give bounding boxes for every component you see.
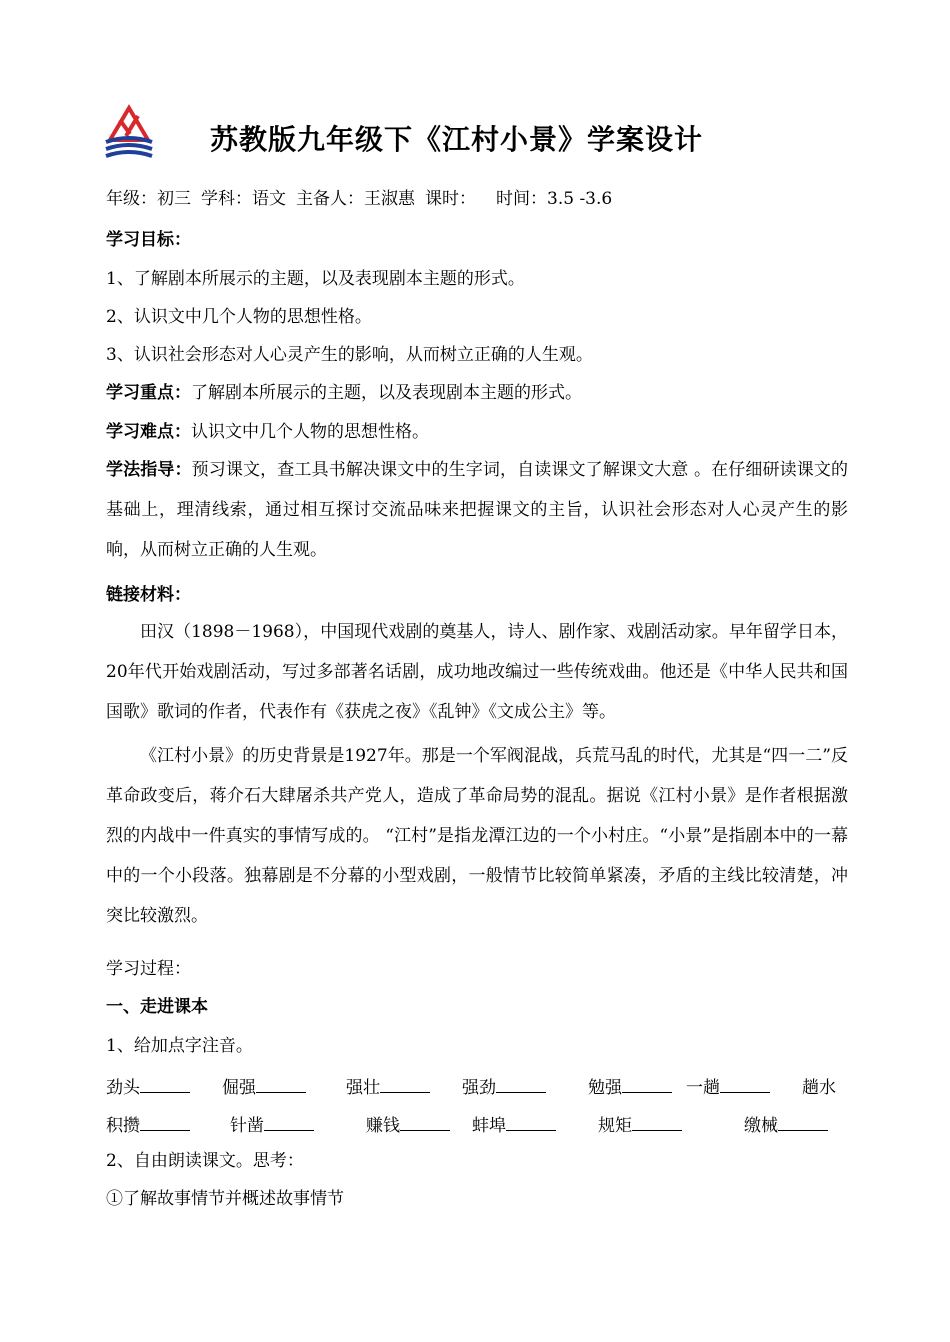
objective-item: 3、认识社会形态对人心灵产生的影响，从而树立正确的人生观。	[106, 345, 593, 365]
pinyin-item: 倔强	[222, 1073, 306, 1098]
school-logo-icon	[104, 104, 154, 160]
pinyin-item: 一趟	[686, 1073, 770, 1098]
difficulty-line	[106, 421, 429, 443]
meta-preparer: 主备人：王淑惠	[296, 189, 415, 209]
difficulty-text: 认识文中几个人物的思想性格。	[191, 422, 429, 442]
meta-subject: 学科：语文	[201, 189, 286, 209]
difficulty-label: 学习难点：	[106, 422, 191, 442]
question-1: ①了解故事情节并概述故事情节	[106, 1189, 344, 1209]
pinyin-item: 劲头	[106, 1073, 190, 1098]
task-1: 1、给加点字注音。	[106, 1036, 253, 1056]
pinyin-item: 赚钱	[366, 1111, 450, 1136]
pinyin-item: 强劲	[462, 1073, 546, 1098]
objective-item: 1、了解剧本所展示的主题，以及表现剧本主题的形式。	[106, 269, 525, 289]
meta-grade: 年级：初三	[106, 189, 191, 209]
method-label: 学法指导：	[106, 460, 192, 480]
objectives-heading: 学习目标：	[106, 230, 191, 250]
pinyin-item: 勉强	[588, 1073, 672, 1098]
pinyin-item: 积攒	[106, 1111, 190, 1136]
meta-line	[106, 188, 622, 210]
key-point-line	[106, 382, 582, 404]
pinyin-item: 趟水	[802, 1078, 836, 1098]
key-point-label: 学习重点：	[106, 383, 191, 403]
method-paragraph	[106, 450, 848, 570]
links-heading: 链接材料：	[106, 585, 191, 605]
links-paragraph-1: 田汉（1898－1968），中国现代戏剧的奠基人，诗人、剧作家、戏剧活动家。早年留学日本，20年代开始戏剧活动，写过多部著名话剧，成功地改编过一些传统戏曲。他还是《中华人民共和国国歌》歌词的作者，代表作有《获虎之夜》《乱钟》《文成公主》等。	[106, 622, 848, 722]
pinyin-item: 规矩	[598, 1111, 682, 1136]
task-2: 2、自由朗读课文。思考：	[106, 1151, 304, 1171]
pinyin-item: 针凿	[230, 1111, 314, 1136]
links-paragraph-2: 《江村小景》的历史背景是1927年。那是一个军阀混战，兵荒马乱的时代，尤其是“四一二”反革命政变后，蒋介石大肆屠杀共产党人，造成了革命局势的混乱。据说《江村小景》是作者根据激烈的内战中一件真实的事情写成的。 “江村”是指龙潭江边的一个小村庄。“小景”是指剧本中的一幕中的一个小段落。独幕剧是不分幕的小型戏剧，一般情节比较简单紧凑，矛盾的主线比较清楚，冲突比较激烈。	[106, 746, 848, 926]
section-heading: 一、走进课本	[106, 997, 208, 1017]
pinyin-row-2	[106, 1111, 846, 1136]
method-text: 预习课文，查工具书解决课文中的生字词，自读课文了解课文大意 。在仔细研读课文的基础上，理清线索，通过相互探讨交流品味来把握课文的主旨，认识社会形态对人心灵产生的影响，从而树立正确的人生观。	[106, 460, 849, 560]
key-point-text: 了解剧本所展示的主题，以及表现剧本主题的形式。	[191, 383, 582, 403]
meta-periods: 课时：	[425, 189, 476, 209]
objective-item: 2、认识文中几个人物的思想性格。	[106, 307, 372, 327]
pinyin-item: 缴械	[744, 1111, 828, 1136]
document-title: 苏教版九年级下《江村小景》学案设计	[210, 123, 704, 156]
process-heading: 学习过程：	[106, 959, 191, 979]
pinyin-item: 强壮	[346, 1073, 430, 1098]
pinyin-row-1	[106, 1073, 846, 1098]
pinyin-item: 蚌埠	[472, 1111, 556, 1136]
meta-time: 时间：3.5 -3.6	[496, 189, 613, 209]
